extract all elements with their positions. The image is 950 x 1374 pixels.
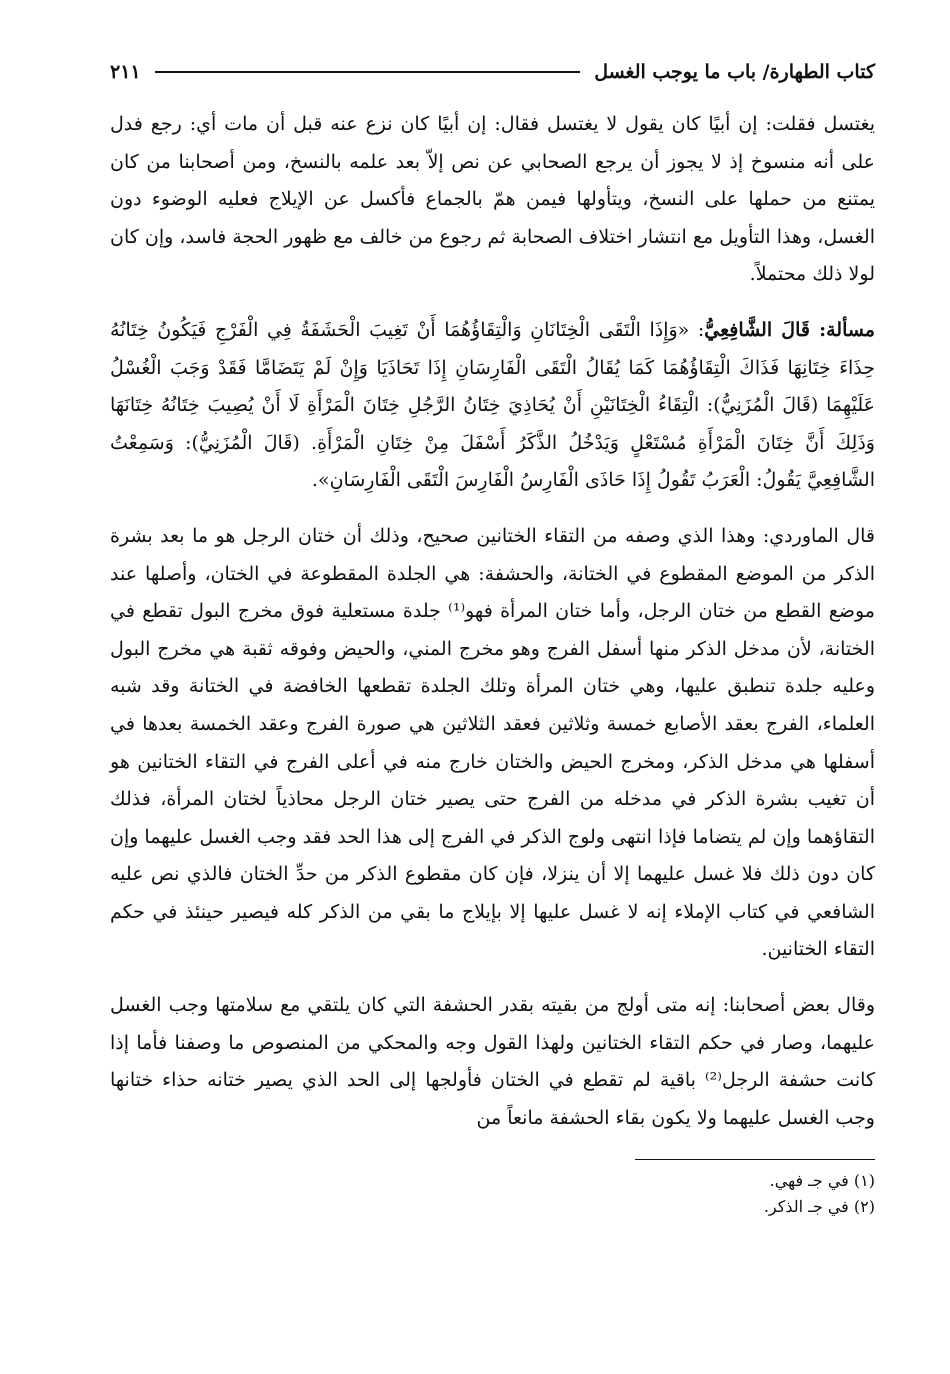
paragraph-1: يغتسل فقلت: إن أبيًا كان يقول لا يغتسل فقال: إن أبيًا كان نزع عنه قبل أن مات أي: رجع فدل على أنه منسوخ إذ لا يجوز أن يرجع الصحابي عن نص إلاّ بعد علمه بالنسخ، ومن أصحابنا من كان يمتنع من حملها على النسخ، ويتأولها فيمن همّ بالجماع فأكسل عن الإيلاج فعليه الوضوء دون الغسل، وهذا التأويل مع انتشار اختلاف الصحابة ثم رجوع من خالف مع ظهور الحجة فاسد، وإن كان لولا ذلك محتملاً. bbox=[110, 113, 875, 286]
page-number: ٢١١ bbox=[110, 61, 141, 83]
masala-lead: مسألة: قَالَ الشَّافِعِيُّ bbox=[704, 318, 875, 341]
book-page bbox=[110, 52, 875, 1220]
footnote-1: (١) في جـ فهي. bbox=[769, 1171, 875, 1191]
masala-quote: : «وَإِذَا الْتَقَى الْخِتَانَانِ وَالْتِقَاؤُهُمَا أَنْ تَغِيبَ الْحَشَفَةُ فِي الْفَرْجِ فَيَكُونُ خِتَانُهُ حِذَاءَ خِتَانِهَا فَذَاكَ الْتِقَاؤُهُمَا كَمَا يُقَالُ الْتَقَى الْفَارِسَانِ إِذَا تَحَاذَيَا وَإِنْ لَمْ يَتَضَامَّا فَقَدْ وَجَبَ الْغُسْلُ عَلَيْهِمَا (قَالَ الْمُزَنِيُّ): الْتِقَاءُ الْخِتَانَيْنِ أَنْ يُحَاذِيَ خِتَانُ الرَّجُلِ خِتَانَ الْمَرْأَةِ لَا أَنْ يُصِيبَ خِتَانُهُ خِتَانَهَا وَذَلِكَ أَنَّ خِتَانَ الْمَرْأَةِ مُسْتَعْلٍ وَيَدْخُلُ الذَّكَرُ أَسْفَلَ مِنْ خِتَانِ الْمَرْأَةِ. (قَالَ الْمُزَنِيُّ): وَسَمِعْتُ الشَّافِعِيَّ يَقُولُ: الْعَرَبُ تَقُولُ إِذَا حَاذَى الْفَارِسُ الْفَارِسَ الْتَقَى الْفَارِسَانِ». bbox=[110, 318, 875, 492]
paragraph-ashab: وقال بعض أصحابنا: إنه متى أولج من بقيته بقدر الحشفة التي كان يلتقي مع سلامتها وجب الغسل عليهما، وصار في حكم التقاء الختانين ولهذا القول وجه والمحكي من المنصوص ما وصفنا فأما إذا كانت حشفة الرجل⁽²⁾ باقية لم تقطع في الختان فأولجها إلى الحد الذي يصير ختانه حذاء ختانها وجب الغسل عليهما ولا يكون بقاء الحشفة مانعاً من bbox=[110, 994, 876, 1129]
running-header bbox=[110, 52, 875, 92]
chapter-title: كتاب الطهارة/ باب ما يوجب الغسل bbox=[594, 61, 875, 83]
footnote-rule bbox=[635, 1159, 875, 1160]
header-rule bbox=[155, 71, 581, 73]
paragraph-mawardi: قال الماوردي: وهذا الذي وصفه من التقاء الختانين صحيح، وذلك أن ختان الرجل هو ما بعد بشرة الذكر من الموضع المقطوع في الختانة، والحشفة: هي الجلدة المقطوعة في الختان، وأصلها عند موضع القطع من ختان الرجل، وأما ختان المرأة فهو⁽¹⁾ جلدة مستعلية فوق مخرج البول تقطع في الختانة، لأن مدخل الذكر منها أسفل الفرج وهو مخرج المني، والحيض وفوقه ثقبة هي مخرج البول وعليه جلدة تنطبق عليها، وهي ختان المرأة وتلك الجلدة تقطعها الخافضة في الختانة وقد شبه العلماء، الفرج بعقد الأصابع خمسة وثلاثين فعقد الثلاثين هي صورة الفرج وعقد الخمسة بعدها في أسفلها هي مدخل الذكر، ومخرج الحيض والختان خارج منه في أعلى الفرج في التقاء الختانين هو أن تغيب بشرة الذكر في مدخله من الفرج حتى يصير ختان الرجل محاذياً لختان المرأة، فذلك التقاؤهما وإن لم يتضاما فإذا انتهى ولوج الذكر في الفرج إلى هذا الحد فقد وجب الغسل عليهما وإن كان دون ذلك فلا غسل عليهما إلا أن ينزلا، فإن كان مقطوع الذكر من حدِّ الختان فالذي نص عليه الشافعي في كتاب الإملاء إنه لا غسل عليها إلا بإيلاج ما بقي من الذكر كله فيصير حينئذ في حكم التقاء الختانين. bbox=[109, 524, 875, 961]
footnote-2: (٢) في جـ الذكر. bbox=[763, 1197, 875, 1217]
paragraph-masala bbox=[110, 312, 875, 500]
